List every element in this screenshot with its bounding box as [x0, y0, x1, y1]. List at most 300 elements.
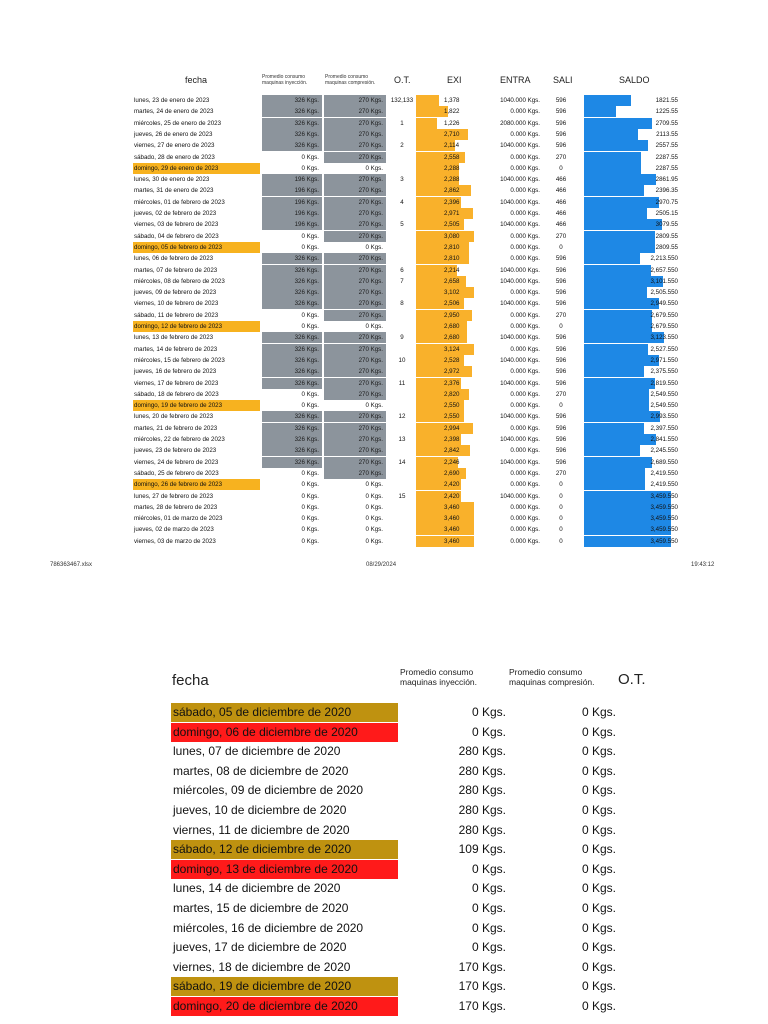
- cell-sali: 596: [555, 266, 567, 274]
- cell-inyeccion: 0 Kgs.: [471, 881, 506, 896]
- cell-inyeccion: 170 Kgs.: [458, 959, 506, 974]
- saldo-value: 3,123.550: [650, 334, 678, 342]
- cell-ot: 12: [398, 413, 406, 421]
- exi-value: 2,710: [444, 130, 460, 138]
- saldo-value: 2,527.550: [650, 345, 678, 353]
- saldo-bar: [584, 253, 640, 264]
- exi-value: 2,862: [444, 187, 460, 195]
- saldo-bar: [584, 106, 616, 117]
- cell-inyeccion: 326 Kgs.: [262, 366, 322, 377]
- cell-inyeccion: 326 Kgs.: [262, 423, 322, 434]
- exi-value: 3,460: [444, 537, 460, 545]
- saldo-value: 2809.55: [655, 243, 678, 251]
- saldo-bar: [584, 378, 655, 389]
- table-row: [0, 502, 768, 513]
- cell-exi: [416, 491, 478, 502]
- cell-sali: 596: [555, 130, 567, 138]
- cell-fecha: viernes, 27 de enero de 2023: [134, 142, 215, 150]
- footer-date: 08/29/2024: [366, 562, 397, 568]
- cell-inyeccion: 326 Kgs.: [262, 378, 322, 389]
- cell-ot: [388, 321, 416, 332]
- exi-value: 2,950: [444, 311, 460, 319]
- cell-fecha: viernes, 11 de diciembre de 2020: [173, 822, 350, 837]
- table-row: [0, 468, 768, 479]
- cell-ot: [388, 152, 416, 163]
- cell-sali: 270: [555, 153, 567, 161]
- cell-fecha: martes, 24 de enero de 2023: [134, 108, 214, 116]
- cell-ot: [388, 310, 416, 321]
- table-row: [0, 152, 768, 163]
- table-row: [0, 276, 768, 287]
- header-compresion-2: Promedio consumo maquinas compresión.: [509, 667, 595, 687]
- cell-compresion: 0 Kgs.: [581, 920, 616, 935]
- cell-entra: 0.000 Kgs.: [510, 537, 540, 545]
- cell-exi: [416, 468, 478, 479]
- table-row: [0, 958, 768, 977]
- cell-sali: 596: [555, 458, 567, 466]
- saldo-value: 2,375.550: [650, 368, 678, 376]
- cell-ot: [388, 479, 416, 490]
- cell-saldo: [584, 457, 678, 468]
- cell-fecha: jueves, 10 de diciembre de 2020: [173, 803, 347, 817]
- cell-saldo: [584, 253, 678, 264]
- table-row: [0, 781, 768, 800]
- cell-saldo: [584, 106, 678, 117]
- saldo-bar: [584, 434, 656, 445]
- table-row: [0, 491, 768, 502]
- cell-saldo: [584, 219, 678, 230]
- footer-time: 19:43:12: [691, 562, 715, 568]
- cell-fecha: jueves, 23 de febrero de 2023: [134, 447, 217, 455]
- cell-sali: 596: [555, 447, 567, 455]
- saldo-value: 3,459.550: [650, 537, 678, 545]
- cell-sali: 466: [555, 198, 567, 206]
- cell-compresion: 270 Kgs.: [324, 106, 386, 117]
- cell-inyeccion: 0 Kgs.: [301, 164, 319, 172]
- cell-ot: [388, 366, 416, 377]
- cell-compresion: 0 Kgs.: [581, 861, 616, 876]
- cell-inyeccion: 280 Kgs.: [458, 822, 506, 837]
- saldo-value: 2113.55: [656, 130, 678, 138]
- cell-ot: 10: [398, 356, 406, 364]
- cell-fecha: jueves, 02 de marzo de 2023: [134, 526, 214, 534]
- cell-inyeccion: 0 Kgs.: [471, 920, 506, 935]
- cell-fecha: domingo, 05 de febrero de 2023: [133, 242, 260, 253]
- header-ot-2: O.T.: [618, 671, 646, 688]
- cell-compresion: 270 Kgs.: [324, 287, 386, 298]
- cell-ot: [388, 344, 416, 355]
- cell-compresion: 270 Kgs.: [324, 366, 386, 377]
- cell-fecha: domingo, 20 de diciembre de 2020: [171, 997, 398, 1016]
- cell-fecha: sábado, 18 de febrero de 2023: [134, 390, 219, 398]
- cell-exi: [416, 479, 478, 490]
- cell-sali: 596: [555, 97, 567, 104]
- cell-entra: 1040.000 Kgs.: [500, 356, 540, 364]
- cell-inyeccion: 0 Kgs.: [471, 705, 506, 719]
- cell-compresion: 270 Kgs.: [324, 219, 386, 230]
- cell-sali: 596: [555, 289, 567, 297]
- cell-saldo: [584, 332, 678, 343]
- cell-exi: [416, 287, 478, 298]
- cell-ot: [388, 389, 416, 400]
- cell-entra: 1040.000 Kgs.: [500, 221, 540, 229]
- saldo-bar: [584, 231, 655, 242]
- cell-fecha: domingo, 12 de febrero de 2023: [133, 321, 260, 332]
- cell-sali: 596: [555, 108, 567, 116]
- cell-entra: 1040.000 Kgs.: [500, 436, 540, 443]
- exi-bar: [416, 129, 468, 140]
- cell-ot: 2: [400, 142, 404, 150]
- cell-inyeccion: 0 Kgs.: [301, 537, 319, 545]
- header-inyeccion-2: Promedio consumo maquinas inyección.: [400, 667, 478, 687]
- cell-fecha: viernes, 24 de febrero de 2023: [134, 458, 219, 466]
- saldo-bar: [584, 287, 647, 298]
- cell-fecha: domingo, 19 de febrero de 2023: [133, 400, 260, 411]
- cell-compresion: 0 Kgs.: [581, 763, 616, 778]
- cell-entra: 1040.000 Kgs.: [500, 492, 540, 500]
- cell-fecha: jueves, 16 de febrero de 2023: [134, 368, 217, 376]
- cell-ot: 11: [398, 379, 406, 387]
- cell-compresion: 0 Kgs.: [365, 481, 383, 489]
- cell-fecha: viernes, 10 de febrero de 2023: [134, 300, 219, 308]
- cell-entra: 0.000 Kgs.: [510, 289, 540, 297]
- cell-fecha: martes, 21 de febrero de 2023: [134, 424, 218, 432]
- saldo-bar: [584, 298, 659, 309]
- cell-fecha: domingo, 06 de diciembre de 2020: [171, 723, 398, 742]
- saldo-bar: [584, 366, 644, 377]
- cell-saldo: [584, 423, 678, 434]
- table-row: [0, 997, 768, 1016]
- cell-ot: 132,133: [390, 97, 414, 104]
- cell-entra: 1040.000 Kgs.: [500, 198, 540, 206]
- cell-exi: [416, 174, 478, 185]
- exi-value: 2,994: [444, 424, 460, 432]
- cell-inyeccion: 326 Kgs.: [262, 411, 322, 422]
- cell-inyeccion: 280 Kgs.: [458, 763, 506, 778]
- cell-fecha: miércoles, 01 de febrero de 2023: [134, 198, 225, 206]
- cell-saldo: [584, 310, 678, 321]
- cell-saldo: [584, 502, 678, 513]
- cell-exi: [416, 197, 478, 208]
- cell-entra: 0.000 Kgs.: [510, 311, 540, 319]
- cell-exi: [416, 265, 478, 276]
- cell-ot: [388, 208, 416, 219]
- cell-ot: 13: [398, 436, 406, 443]
- cell-sali: 0: [559, 243, 563, 251]
- cell-exi: [416, 129, 478, 140]
- cell-ot: [388, 423, 416, 434]
- cell-ot: [388, 242, 416, 253]
- cell-saldo: [584, 197, 678, 208]
- cell-sali: 270: [555, 390, 567, 398]
- cell-exi: [416, 321, 478, 332]
- cell-saldo: [584, 298, 678, 309]
- cell-fecha: lunes, 30 de enero de 2023: [134, 176, 210, 184]
- saldo-value: 2287.55: [655, 153, 678, 161]
- cell-saldo: [584, 140, 678, 151]
- header-fecha: fecha: [185, 75, 208, 85]
- cell-compresion: 0 Kgs.: [365, 243, 383, 251]
- cell-fecha: jueves, 17 de diciembre de 2020: [173, 940, 347, 955]
- cell-compresion: 270 Kgs.: [324, 332, 386, 343]
- cell-ot: 14: [398, 458, 406, 466]
- cell-saldo: [584, 389, 678, 400]
- cell-sali: 596: [555, 424, 567, 432]
- cell-compresion: 270 Kgs.: [324, 298, 386, 309]
- cell-exi: [416, 163, 478, 174]
- cell-compresion: 0 Kgs.: [581, 959, 616, 974]
- exi-value: 3,080: [444, 232, 460, 240]
- cell-saldo: [584, 163, 678, 174]
- cell-ot: 7: [400, 277, 404, 285]
- cell-inyeccion: 0 Kgs.: [301, 402, 319, 410]
- cell-entra: 0.000 Kgs.: [510, 153, 540, 161]
- saldo-value: 2,679.550: [650, 311, 678, 319]
- cell-saldo: [584, 400, 678, 411]
- cell-compresion: 270 Kgs.: [324, 152, 386, 163]
- cell-fecha: lunes, 20 de febrero de 2023: [134, 413, 214, 421]
- table-row: [0, 163, 768, 174]
- cell-exi: [416, 106, 478, 117]
- saldo-value: 2,505.550: [650, 289, 678, 297]
- table-row: [0, 536, 768, 547]
- saldo-bar: [584, 344, 648, 355]
- cell-saldo: [584, 118, 678, 129]
- cell-saldo: [584, 152, 678, 163]
- cell-ot: [388, 129, 416, 140]
- table-row: [0, 129, 768, 140]
- table-row: [0, 185, 768, 196]
- table-row: [0, 801, 768, 820]
- saldo-bar: [584, 400, 649, 411]
- cell-sali: 596: [555, 142, 567, 150]
- exi-value: 1,226: [444, 119, 460, 127]
- cell-fecha: lunes, 23 de enero de 2023: [134, 97, 210, 104]
- cell-entra: 2080.000 Kgs.: [500, 119, 540, 127]
- exi-value: 2,420: [444, 481, 460, 489]
- exi-value: 3,460: [444, 503, 460, 511]
- cell-entra: 0.000 Kgs.: [510, 368, 540, 376]
- cell-inyeccion: 0 Kgs.: [301, 492, 319, 500]
- cell-entra: 0.000 Kgs.: [510, 526, 540, 534]
- cell-compresion: 270 Kgs.: [324, 378, 386, 389]
- saldo-value: 3,101.550: [650, 277, 678, 285]
- exi-value: 2,972: [444, 368, 460, 376]
- cell-fecha: sábado, 11 de febrero de 2023: [134, 311, 219, 319]
- cell-ot: [388, 287, 416, 298]
- cell-entra: 0.000 Kgs.: [510, 503, 540, 511]
- cell-exi: [416, 276, 478, 287]
- cell-entra: 1040.000 Kgs.: [500, 413, 540, 421]
- cell-compresion: 0 Kgs.: [365, 492, 383, 500]
- cell-fecha: martes, 07 de febrero de 2023: [134, 266, 218, 274]
- cell-exi: [416, 140, 478, 151]
- exi-value: 2,246: [444, 458, 460, 466]
- cell-entra: 0.000 Kgs.: [510, 447, 540, 455]
- saldo-value: 3,459.550: [650, 503, 678, 511]
- cell-compresion: 0 Kgs.: [581, 940, 616, 955]
- cell-saldo: [584, 445, 678, 456]
- cell-compresion: 0 Kgs.: [581, 744, 616, 759]
- cell-entra: 1040.000 Kgs.: [500, 458, 540, 466]
- saldo-bar: [584, 468, 645, 479]
- table-row: [0, 879, 768, 898]
- cell-inyeccion: 0 Kgs.: [301, 232, 319, 240]
- exi-value: 2,971: [444, 210, 460, 217]
- saldo-bar: [584, 242, 655, 253]
- cell-saldo: [584, 513, 678, 524]
- cell-inyeccion: 326 Kgs.: [262, 276, 322, 287]
- header-ot: O.T.: [394, 75, 411, 85]
- cell-ot: [388, 400, 416, 411]
- exi-bar: [416, 242, 469, 253]
- cell-entra: 0.000 Kgs.: [510, 232, 540, 240]
- cell-sali: 0: [559, 515, 563, 523]
- saldo-bar: [584, 355, 659, 366]
- cell-exi: [416, 152, 478, 163]
- cell-compresion: 0 Kgs.: [365, 515, 383, 523]
- exi-value: 2,842: [444, 447, 460, 455]
- cell-exi: [416, 219, 478, 230]
- cell-saldo: [584, 479, 678, 490]
- cell-ot: 1: [400, 119, 404, 127]
- saldo-value: 2,819.550: [650, 379, 678, 387]
- cell-compresion: 270 Kgs.: [324, 118, 386, 129]
- cell-exi: [416, 524, 478, 535]
- table-row: [0, 118, 768, 129]
- table-row: [0, 366, 768, 377]
- saldo-bar: [584, 197, 659, 208]
- cell-inyeccion: 326 Kgs.: [262, 344, 322, 355]
- exi-value: 1,822: [444, 108, 460, 116]
- cell-compresion: 0 Kgs.: [365, 402, 383, 410]
- exi-value: 1,378: [444, 97, 460, 104]
- cell-compresion: 270 Kgs.: [324, 468, 386, 479]
- saldo-value: 2,689.550: [650, 458, 678, 466]
- cell-compresion: 270 Kgs.: [324, 310, 386, 321]
- saldo-value: 2,657.550: [650, 266, 678, 274]
- saldo-bar: [584, 219, 662, 230]
- cell-compresion: 270 Kgs.: [324, 208, 386, 219]
- cell-compresion: 0 Kgs.: [581, 705, 616, 719]
- cell-fecha: jueves, 09 de febrero de 2023: [134, 289, 217, 297]
- cell-inyeccion: 0 Kgs.: [301, 323, 319, 330]
- cell-entra: 0.000 Kgs.: [510, 164, 540, 172]
- saldo-value: 3,459.550: [650, 492, 678, 500]
- cell-inyeccion: 0 Kgs.: [471, 940, 506, 955]
- cell-inyeccion: 326 Kgs.: [262, 332, 322, 343]
- saldo-value: 2,245.550: [650, 447, 678, 455]
- cell-compresion: 0 Kgs.: [581, 979, 616, 994]
- cell-compresion: 0 Kgs.: [365, 164, 383, 172]
- cell-inyeccion: 0 Kgs.: [301, 503, 319, 511]
- cell-saldo: [584, 366, 678, 377]
- cell-inyeccion: 326 Kgs.: [262, 106, 322, 117]
- table-row: [0, 524, 768, 535]
- cell-exi: [416, 310, 478, 321]
- cell-saldo: [584, 276, 678, 287]
- cell-inyeccion: 109 Kgs.: [458, 842, 506, 857]
- cell-sali: 270: [555, 469, 567, 477]
- cell-saldo: [584, 378, 678, 389]
- cell-entra: 1040.000 Kgs.: [500, 300, 540, 308]
- cell-inyeccion: 0 Kgs.: [301, 311, 319, 319]
- cell-sali: 0: [559, 503, 563, 511]
- cell-ot: 6: [400, 266, 404, 274]
- exi-value: 3,460: [444, 526, 460, 534]
- cell-fecha: viernes, 17 de febrero de 2023: [134, 379, 219, 387]
- saldo-value: 2,993.550: [650, 413, 678, 421]
- exi-bar: [416, 389, 469, 400]
- cell-inyeccion: 0 Kgs.: [471, 901, 506, 915]
- cell-inyeccion: 326 Kgs.: [262, 95, 322, 106]
- table-row: [0, 389, 768, 400]
- cell-compresion: 270 Kgs.: [324, 411, 386, 422]
- table-row: [0, 355, 768, 366]
- cell-saldo: [584, 411, 678, 422]
- exi-value: 2,680: [444, 323, 460, 330]
- cell-compresion: 270 Kgs.: [324, 423, 386, 434]
- saldo-value: 2,419.550: [650, 481, 678, 489]
- saldo-value: 3,459.550: [650, 515, 678, 523]
- cell-exi: [416, 378, 478, 389]
- table-row: [0, 919, 768, 938]
- cell-compresion: 270 Kgs.: [324, 185, 386, 196]
- cell-sali: 466: [555, 176, 567, 184]
- cell-fecha: lunes, 27 de febrero de 2023: [134, 492, 214, 500]
- saldo-bar: [584, 389, 649, 400]
- cell-ot: [388, 253, 416, 264]
- cell-inyeccion: 196 Kgs.: [262, 185, 322, 196]
- exi-value: 2,550: [444, 413, 460, 421]
- cell-compresion: 270 Kgs.: [324, 231, 386, 242]
- cell-inyeccion: 0 Kgs.: [301, 515, 319, 523]
- cell-inyeccion: 0 Kgs.: [301, 469, 319, 477]
- cell-exi: [416, 366, 478, 377]
- cell-exi: [416, 332, 478, 343]
- cell-entra: 0.000 Kgs.: [510, 345, 540, 353]
- saldo-bar: [584, 479, 645, 490]
- cell-compresion: 0 Kgs.: [581, 881, 616, 896]
- cell-saldo: [584, 321, 678, 332]
- table-row: [0, 723, 768, 742]
- cell-compresion: 0 Kgs.: [365, 537, 383, 545]
- cell-exi: [416, 253, 478, 264]
- cell-inyeccion: 326 Kgs.: [262, 434, 322, 445]
- table-row: [0, 174, 768, 185]
- cell-exi: [416, 231, 478, 242]
- cell-sali: 596: [555, 356, 567, 364]
- table-row: [0, 434, 768, 445]
- cell-entra: 0.000 Kgs.: [510, 481, 540, 489]
- cell-entra: 0.000 Kgs.: [510, 390, 540, 398]
- cell-ot: [388, 106, 416, 117]
- cell-compresion: 270 Kgs.: [324, 197, 386, 208]
- table-row: [0, 287, 768, 298]
- cell-inyeccion: 196 Kgs.: [262, 197, 322, 208]
- cell-saldo: [584, 129, 678, 140]
- table-row: [0, 762, 768, 781]
- cell-ot: 15: [398, 492, 406, 500]
- saldo-bar: [584, 321, 652, 332]
- cell-saldo: [584, 344, 678, 355]
- cell-compresion: 270 Kgs.: [324, 355, 386, 366]
- cell-fecha: miércoles, 08 de febrero de 2023: [134, 277, 225, 285]
- saldo-bar: [584, 129, 638, 140]
- saldo-value: 2396.35: [655, 187, 678, 195]
- saldo-value: 1225.55: [655, 108, 678, 116]
- cell-exi: [416, 208, 478, 219]
